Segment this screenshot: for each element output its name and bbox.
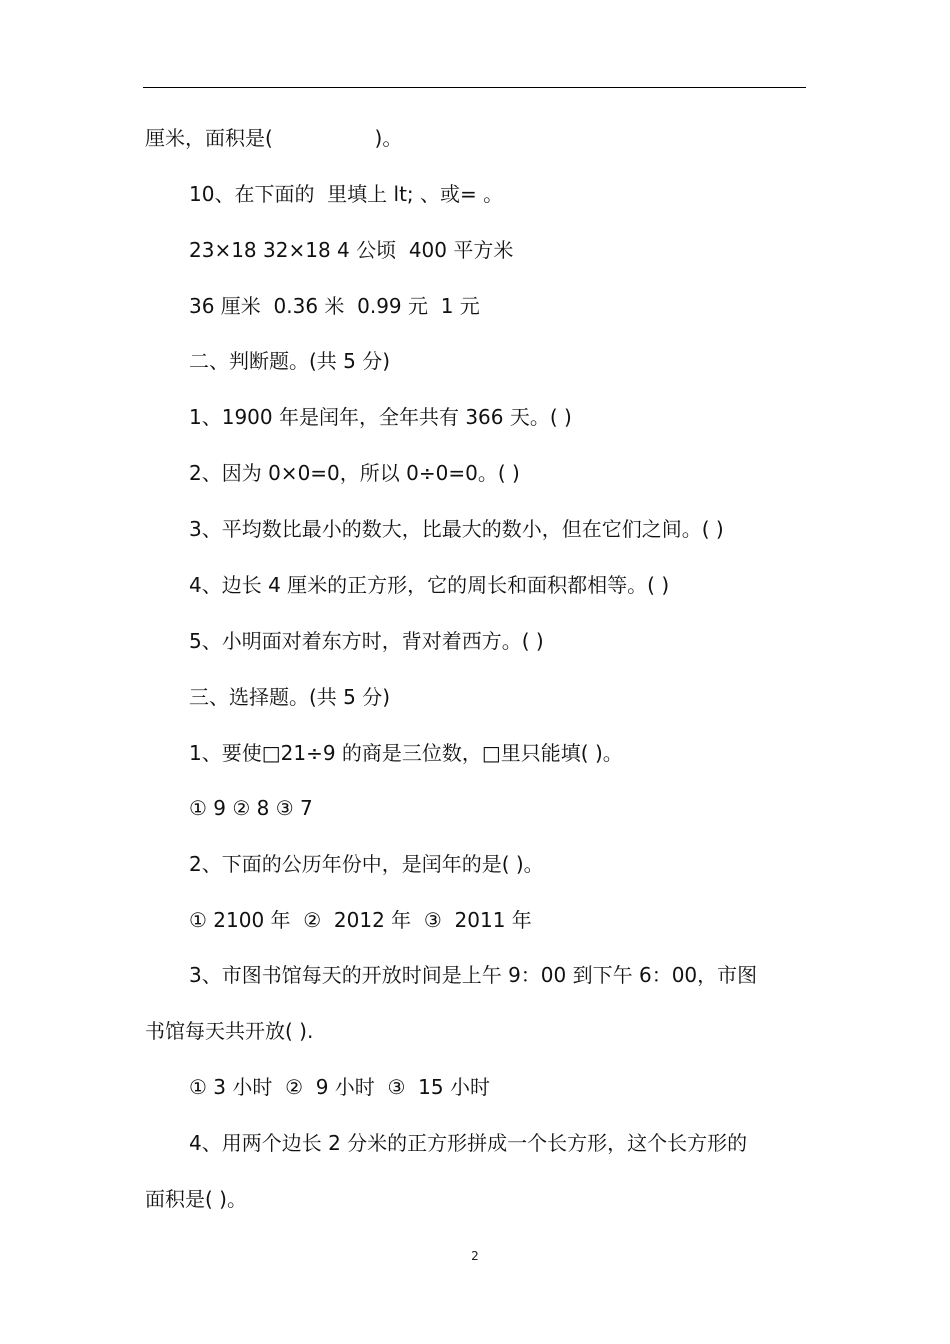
text-line: 书馆每天共开放( ). [145,1019,314,1043]
section-heading: 二、判断题。(共 5 分) [189,349,391,373]
question-item: 2、因为 0×0=0，所以 0÷0=0。( ) [189,461,520,485]
text-line: 23×18 32×18 4 公顷 400 平方米 [189,238,514,262]
question-item: 4、边长 4 厘米的正方形，它的周长和面积都相等。( ) [189,573,670,597]
question-item: 2、下面的公历年份中，是闰年的是( )。 [189,852,544,876]
text-line: 面积是( )。 [145,1187,247,1211]
question-item: 1、要使□21÷9 的商是三位数，□里只能填( )。 [189,741,623,765]
question-item: 1、1900 年是闰年，全年共有 366 天。( ) [189,405,572,429]
answer-options: ① 9 ② 8 ③ 7 [189,796,313,820]
question-item: 4、用两个边长 2 分米的正方形拼成一个长方形，这个长方形的 [189,1131,748,1155]
question-item: 3、市图书馆每天的开放时间是上午 9：00 到下午 6：00，市图 [189,963,758,987]
page-number: 2 [471,1249,479,1263]
text-line: 厘米，面积是( )。 [145,126,403,150]
question-item: 5、小明面对着东方时，背对着西方。( ) [189,629,544,653]
answer-options: ① 2100 年 ② 2012 年 ③ 2011 年 [189,908,532,932]
text-line: 36 厘米 0.36 米 0.99 元 1 元 [189,294,480,318]
section-heading: 三、选择题。(共 5 分) [189,685,391,709]
answer-options: ① 3 小时 ② 9 小时 ③ 15 小时 [189,1075,490,1099]
header-rule [143,87,806,88]
question-item: 3、平均数比最小的数大，比最大的数小，但在它们之间。( ) [189,517,724,541]
text-line: 10、在下面的 里填上 lt; 、或= 。 [189,182,504,206]
